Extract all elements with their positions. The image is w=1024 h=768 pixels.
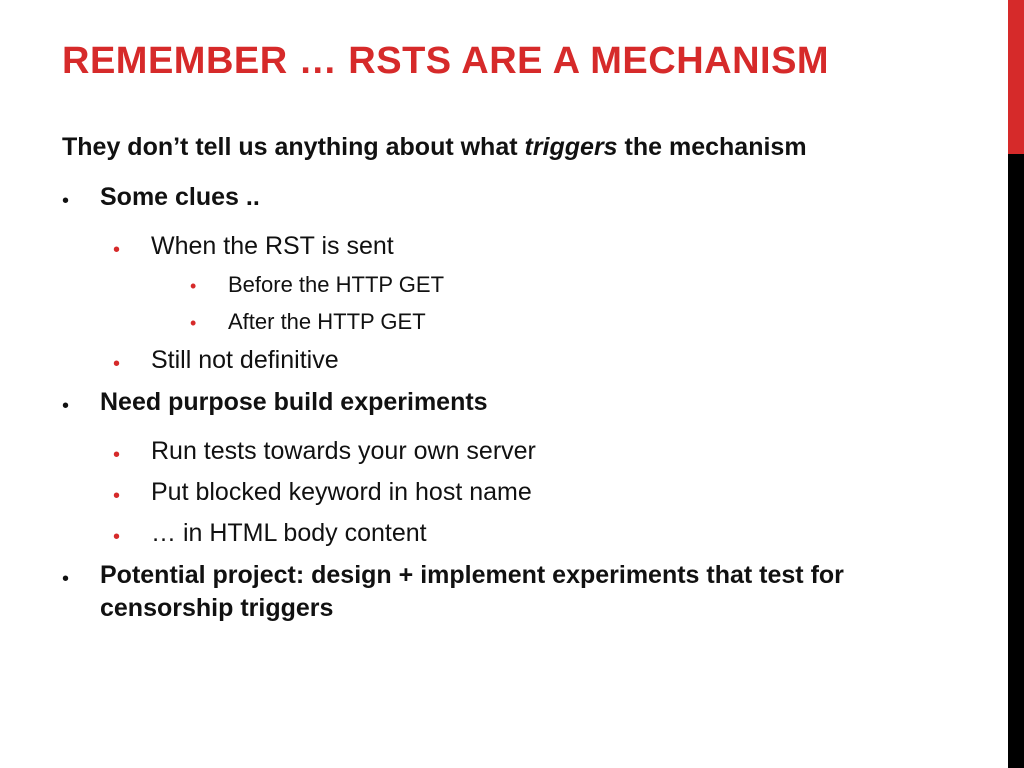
bullet-marker: • [113, 485, 121, 507]
lead-emphasis: triggers [524, 133, 618, 161]
lead-text-before: They don’t tell us anything about what [62, 133, 525, 161]
bullet-html-body: … in HTML body content [151, 519, 427, 547]
bullet-run-tests: Run tests towards your own server [151, 437, 536, 465]
bullet-after-http-get: After the HTTP GET [228, 309, 426, 334]
bullet-marker: • [113, 353, 121, 375]
bullet-marker: • [62, 190, 70, 212]
bullet-blocked-keyword: Put blocked keyword in host name [151, 478, 532, 506]
bullet-still-not-definitive: Still not definitive [151, 346, 339, 374]
bullet-marker: • [190, 313, 197, 333]
bullet-need-experiments: Need purpose build experiments [100, 388, 488, 416]
bullet-marker: • [113, 526, 121, 548]
bullet-potential-project-line2: censorship triggers [100, 594, 334, 622]
bullet-marker: • [113, 239, 121, 261]
bullet-marker: • [113, 444, 121, 466]
accent-bar-black [1008, 154, 1024, 768]
bullet-marker: • [62, 568, 70, 590]
bullet-before-http-get: Before the HTTP GET [228, 272, 445, 297]
bullet-when-rst-sent: When the RST is sent [151, 232, 394, 260]
accent-bar-red [1008, 0, 1024, 154]
bullet-marker: • [190, 276, 197, 296]
slide-title: REMEMBER … RSTS ARE A MECHANISM [62, 40, 830, 82]
lead-text-after: the mechanism [617, 133, 807, 161]
bullet-potential-project-line1: Potential project: design + implement experiments that test for [100, 561, 844, 589]
lead-sentence [62, 133, 807, 162]
bullet-marker: • [62, 395, 70, 417]
bullet-some-clues: Some clues .. [100, 183, 260, 211]
